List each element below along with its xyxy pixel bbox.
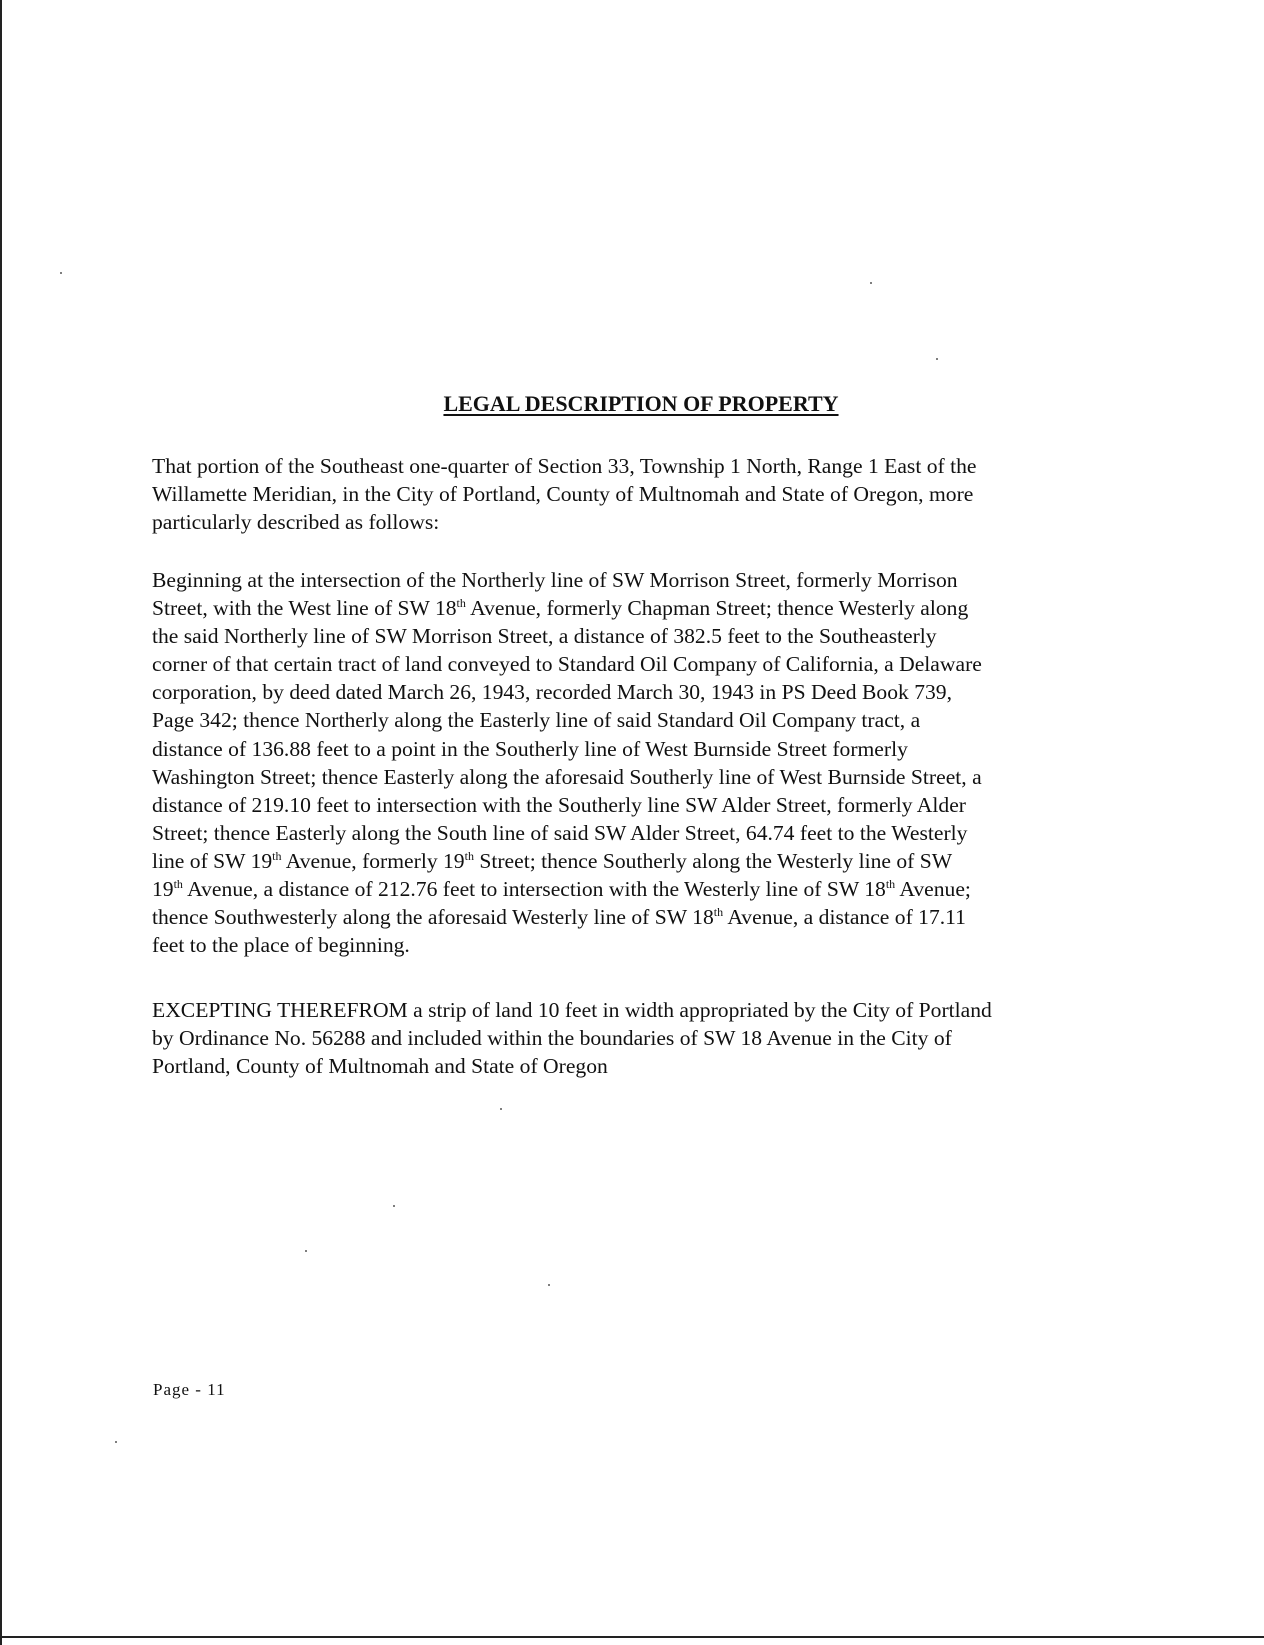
body-line: Page 342; thence Northerly along the Easterly line of said Standard Oil Company tract, a bbox=[152, 708, 921, 733]
intro-line: That portion of the Southeast one-quarter of Section 33, Township 1 North, Range 1 East of the bbox=[152, 454, 977, 478]
scan-speck bbox=[936, 358, 938, 360]
body-line: feet to the place of beginning. bbox=[152, 933, 410, 958]
scan-speck bbox=[60, 272, 62, 274]
intro-line: particularly described as follows: bbox=[152, 510, 440, 535]
scan-speck bbox=[393, 1205, 395, 1207]
scan-bottom-edge bbox=[0, 1636, 1264, 1638]
page-number: Page - 11 bbox=[153, 1380, 226, 1399]
metes-and-bounds-paragraph bbox=[152, 566, 1132, 959]
body-line: line of SW 19th Avenue, formerly 19th Street; thence Southerly along the Westerly line of SW bbox=[152, 848, 953, 873]
document-title-text: LEGAL DESCRIPTION OF PROPERTY bbox=[443, 391, 839, 416]
exception-line: by Ordinance No. 56288 and included within the boundaries of SW 18 Avenue in the City of bbox=[152, 1026, 952, 1051]
scan-speck bbox=[548, 1284, 550, 1286]
ordinal-suffix: th bbox=[272, 848, 282, 863]
body-line: distance of 219.10 feet to intersection with the Southerly line SW Alder Street, formerly Alder bbox=[152, 792, 966, 817]
exception-line: Portland, County of Multnomah and State of Oregon bbox=[152, 1054, 608, 1079]
body-line: Washington Street; thence Easterly along the aforesaid Southerly line of West Burnside Street, a bbox=[152, 764, 982, 789]
intro-line: Willamette Meridian, in the City of Portland, County of Multnomah and State of Oregon, more bbox=[152, 482, 974, 507]
scan-left-edge bbox=[0, 0, 2, 1645]
ordinal-suffix: th bbox=[173, 877, 183, 892]
body-line: 19th Avenue, a distance of 212.76 feet to intersection with the Westerly line of SW 18th Avenue; bbox=[152, 877, 971, 902]
ordinal-suffix: th bbox=[464, 848, 474, 863]
body-line: distance of 136.88 feet to a point in the Southerly line of West Burnside Street formerly bbox=[152, 736, 908, 761]
scan-speck bbox=[115, 1441, 117, 1443]
body-line: Street; thence Easterly along the South line of said SW Alder Street, 64.74 feet to the Westerly bbox=[152, 820, 968, 845]
document-title bbox=[0, 391, 1264, 417]
ordinal-suffix: th bbox=[713, 905, 724, 920]
exception-paragraph bbox=[152, 996, 1132, 1080]
body-line: thence Southwesterly along the aforesaid Westerly line of SW 18th Avenue, a distance of 17.11 bbox=[152, 905, 966, 930]
scan-speck bbox=[305, 1250, 307, 1252]
scan-speck bbox=[870, 282, 872, 284]
ordinal-suffix: th bbox=[885, 877, 896, 892]
body-line: the said Northerly line of SW Morrison Street, a distance of 382.5 feet to the Southeasterly bbox=[152, 624, 937, 649]
body-line: corporation, by deed dated March 26, 1943, recorded March 30, 1943 in PS Deed Book 739, bbox=[152, 680, 952, 705]
body-line: Street, with the West line of SW 18th Avenue, formerly Chapman Street; thence Westerly along bbox=[152, 596, 969, 621]
body-line: corner of that certain tract of land conveyed to Standard Oil Company of California, a Delaware bbox=[152, 652, 982, 677]
scan-speck bbox=[500, 1108, 502, 1110]
ordinal-suffix: th bbox=[456, 596, 466, 611]
intro-paragraph bbox=[152, 452, 1132, 536]
exception-line: EXCEPTING THEREFROM a strip of land 10 feet in width appropriated by the City of Portland bbox=[152, 998, 992, 1022]
body-line: Beginning at the intersection of the Northerly line of SW Morrison Street, formerly Morrison bbox=[152, 568, 958, 592]
